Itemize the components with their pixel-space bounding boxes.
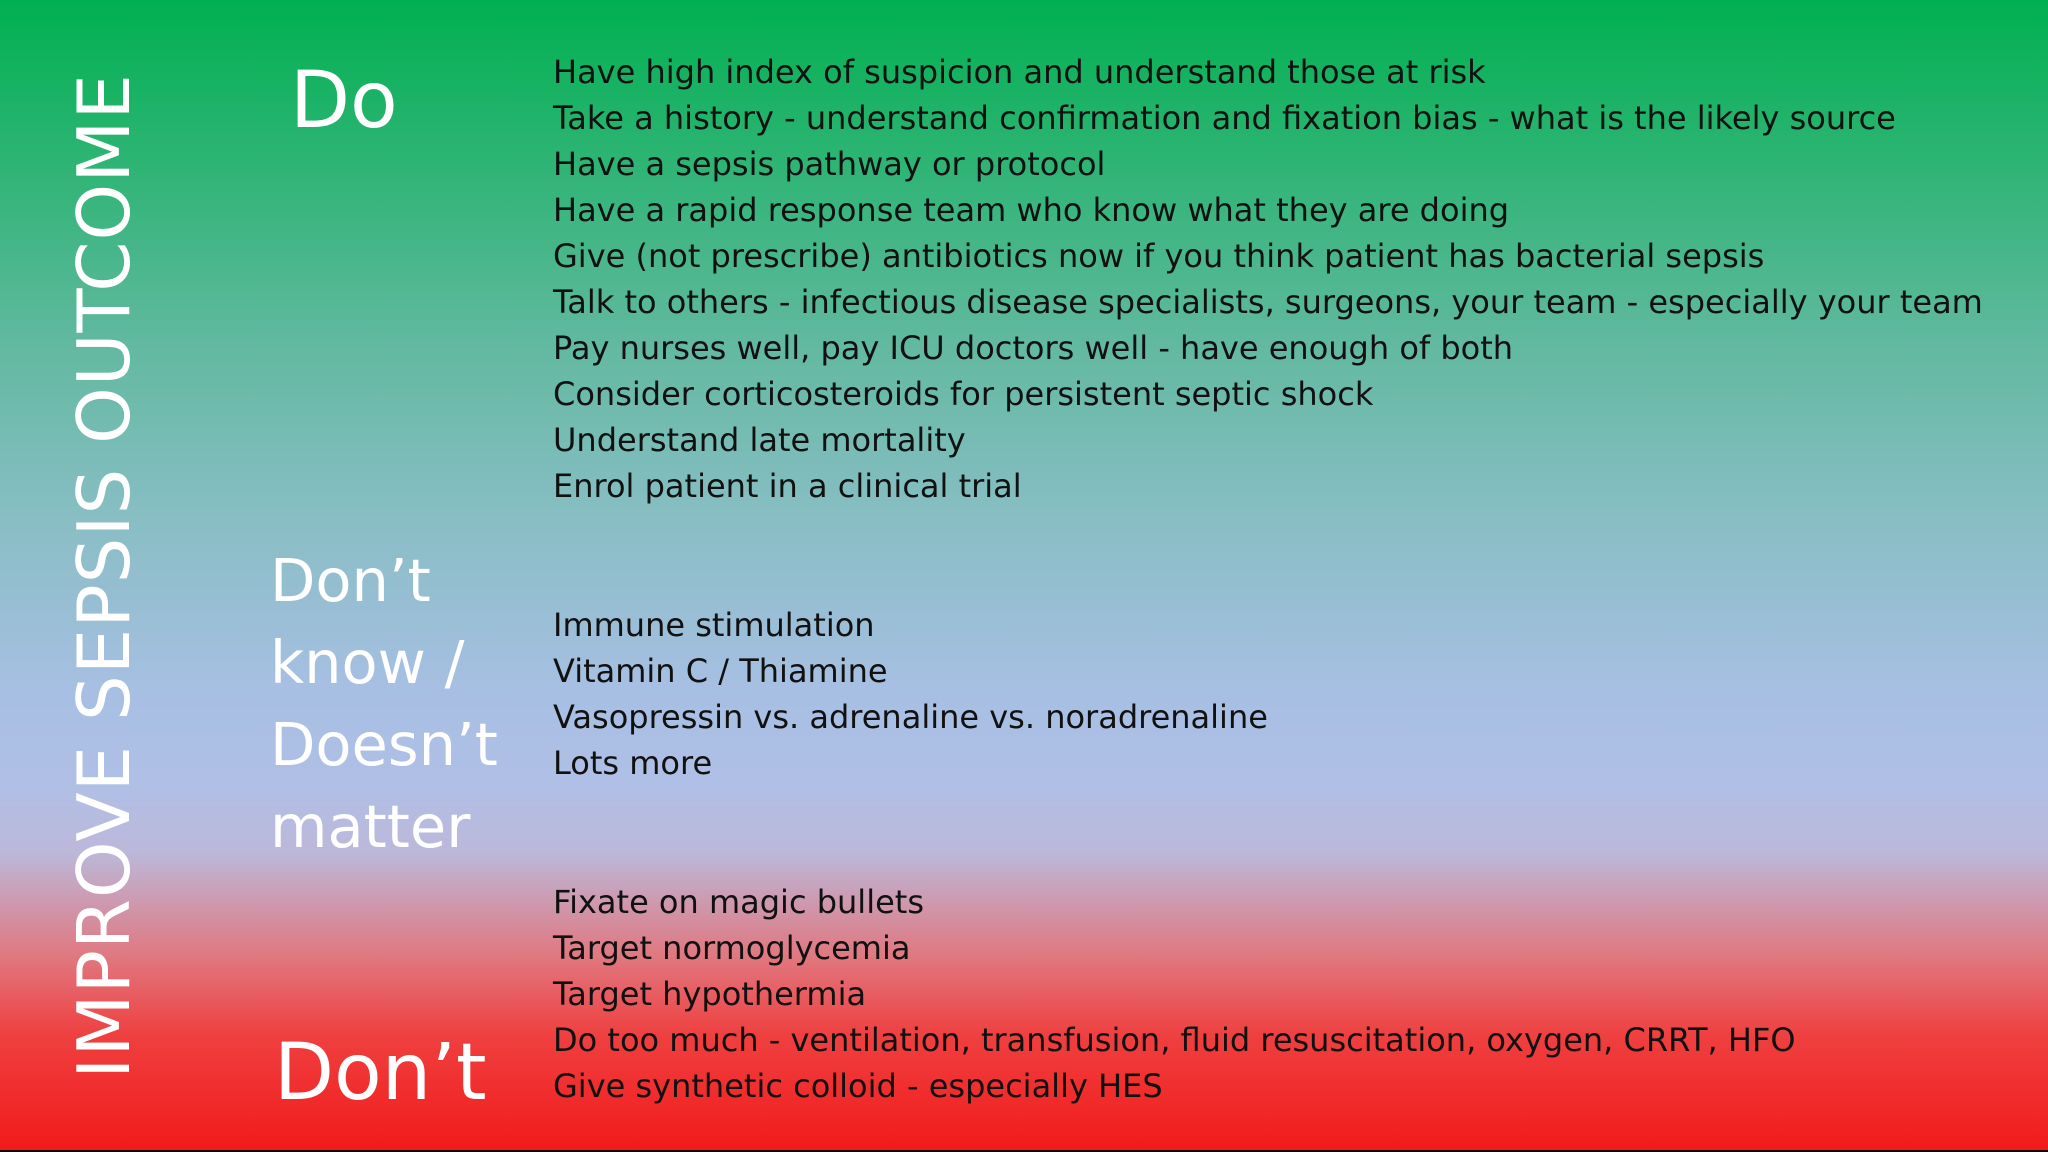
list-item: Pay nurses well, pay ICU doctors well - have enough of both xyxy=(553,329,1514,367)
list-item: Target hypothermia xyxy=(553,975,867,1013)
dont-know-heading-line: matter xyxy=(270,792,471,861)
list-item: Enrol patient in a clinical trial xyxy=(553,467,1022,505)
list-item: Vitamin C / Thiamine xyxy=(553,652,888,690)
dont-know-list xyxy=(553,602,1268,786)
do-list xyxy=(553,49,1983,509)
list-item: Talk to others - infectious disease specialists, surgeons, your team - especially your team xyxy=(553,283,1983,321)
dont-heading: Don’t xyxy=(274,1028,487,1118)
dont-know-heading xyxy=(270,540,498,868)
list-item: Understand late mortality xyxy=(553,421,966,459)
dont-know-heading-line: know / xyxy=(270,628,465,697)
list-item: Consider corticosteroids for persistent septic shock xyxy=(553,375,1374,413)
list-item: Target normoglycemia xyxy=(553,929,911,967)
slide-side-title: IMPROVE SEPSIS OUTCOME xyxy=(62,73,146,1079)
list-item: Have high index of suspicion and understand those at risk xyxy=(553,53,1486,91)
list-item: Have a sepsis pathway or protocol xyxy=(553,145,1106,183)
dont-know-heading-line: Doesn’t xyxy=(270,710,498,779)
list-item: Have a rapid response team who know what they are doing xyxy=(553,191,1510,229)
do-heading: Do xyxy=(290,56,398,146)
dont-know-heading-line: Don’t xyxy=(270,546,431,615)
list-item: Lots more xyxy=(553,744,713,782)
list-item: Vasopressin vs. adrenaline vs. noradrenaline xyxy=(553,698,1268,736)
list-item: Take a history - understand confirmation and fixation bias - what is the likely source xyxy=(553,99,1896,137)
list-item: Fixate on magic bullets xyxy=(553,883,924,921)
list-item: Give synthetic colloid - especially HES xyxy=(553,1067,1163,1105)
dont-list xyxy=(553,879,1796,1109)
list-item: Immune stimulation xyxy=(553,606,875,644)
list-item: Give (not prescribe) antibiotics now if you think patient has bacterial sepsis xyxy=(553,237,1765,275)
list-item: Do too much - ventilation, transfusion, fluid resuscitation, oxygen, CRRT, HFO xyxy=(553,1021,1796,1059)
